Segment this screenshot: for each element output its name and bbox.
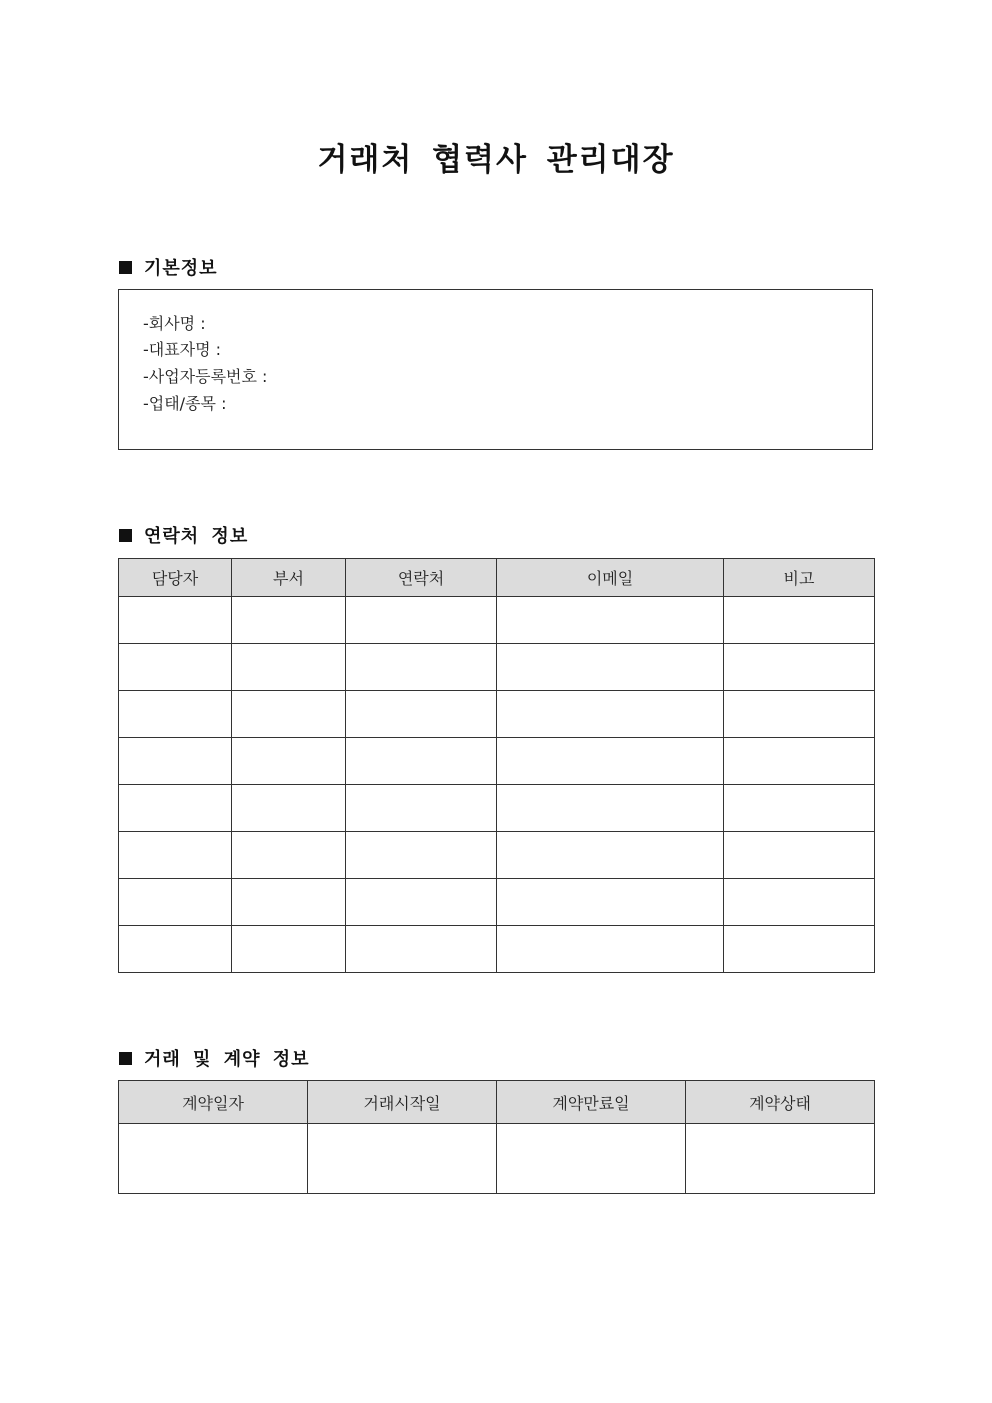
table-row bbox=[119, 597, 875, 644]
business-registration-number-field[interactable]: -사업자등록번호 : bbox=[143, 367, 268, 386]
table-cell[interactable] bbox=[232, 597, 346, 644]
table-cell[interactable] bbox=[724, 597, 875, 644]
section-heading-label: 기본정보 bbox=[144, 258, 218, 279]
section-heading-contract-info bbox=[119, 1045, 310, 1071]
table-cell[interactable] bbox=[346, 738, 497, 785]
column-header-email: 이메일 bbox=[497, 559, 724, 597]
table-cell[interactable] bbox=[346, 926, 497, 973]
table-row bbox=[119, 832, 875, 879]
table-header-row bbox=[119, 559, 875, 597]
table-row bbox=[119, 738, 875, 785]
table-cell[interactable] bbox=[724, 785, 875, 832]
column-header-remarks: 비고 bbox=[724, 559, 875, 597]
section-heading-label: 연락처 정보 bbox=[144, 526, 249, 547]
table-cell[interactable] bbox=[724, 738, 875, 785]
table-cell[interactable] bbox=[346, 832, 497, 879]
table-cell[interactable] bbox=[346, 879, 497, 926]
table-cell[interactable] bbox=[119, 691, 232, 738]
table-cell[interactable] bbox=[119, 832, 232, 879]
black-square-icon bbox=[119, 1052, 132, 1065]
table-cell[interactable] bbox=[497, 926, 724, 973]
table-cell[interactable] bbox=[724, 926, 875, 973]
business-type-field[interactable]: -업태/종목 : bbox=[143, 394, 227, 413]
table-cell[interactable] bbox=[346, 785, 497, 832]
table-cell[interactable] bbox=[497, 691, 724, 738]
table-cell[interactable] bbox=[724, 691, 875, 738]
column-header-contract-expiry-date: 계약만료일 bbox=[497, 1081, 686, 1124]
table-cell[interactable] bbox=[724, 879, 875, 926]
section-heading-label: 거래 및 계약 정보 bbox=[144, 1049, 310, 1070]
table-cell[interactable] bbox=[232, 879, 346, 926]
column-header-phone: 연락처 bbox=[346, 559, 497, 597]
table-row bbox=[119, 785, 875, 832]
table-cell[interactable] bbox=[232, 644, 346, 691]
table-cell[interactable] bbox=[686, 1124, 875, 1194]
table-cell[interactable] bbox=[346, 644, 497, 691]
table-cell[interactable] bbox=[119, 879, 232, 926]
table-cell[interactable] bbox=[346, 691, 497, 738]
black-square-icon bbox=[119, 529, 132, 542]
column-header-trade-start-date: 거래시작일 bbox=[308, 1081, 497, 1124]
column-header-manager: 담당자 bbox=[119, 559, 232, 597]
table-cell[interactable] bbox=[497, 738, 724, 785]
table-cell[interactable] bbox=[119, 785, 232, 832]
document-title: 거래처 협력사 관리대장 bbox=[317, 142, 675, 178]
table-row bbox=[119, 691, 875, 738]
table-cell[interactable] bbox=[119, 597, 232, 644]
contract-table bbox=[118, 1080, 875, 1194]
table-cell[interactable] bbox=[232, 832, 346, 879]
table-cell[interactable] bbox=[497, 785, 724, 832]
table-cell[interactable] bbox=[497, 832, 724, 879]
table-cell[interactable] bbox=[497, 879, 724, 926]
table-cell[interactable] bbox=[497, 1124, 686, 1194]
ceo-name-field[interactable]: -대표자명 : bbox=[143, 340, 222, 359]
section-heading-basic-info bbox=[119, 254, 218, 280]
black-square-icon bbox=[119, 261, 132, 274]
table-cell[interactable] bbox=[232, 738, 346, 785]
contact-table bbox=[118, 558, 875, 973]
table-cell[interactable] bbox=[497, 644, 724, 691]
table-cell[interactable] bbox=[497, 597, 724, 644]
table-cell[interactable] bbox=[308, 1124, 497, 1194]
section-heading-contact-info bbox=[119, 522, 248, 548]
table-row bbox=[119, 879, 875, 926]
table-header-row bbox=[119, 1081, 875, 1124]
column-header-contract-date: 계약일자 bbox=[119, 1081, 308, 1124]
table-cell[interactable] bbox=[119, 738, 232, 785]
table-row bbox=[119, 926, 875, 973]
table-cell[interactable] bbox=[232, 691, 346, 738]
table-row bbox=[119, 644, 875, 691]
table-cell[interactable] bbox=[119, 926, 232, 973]
column-header-contract-status: 계약상태 bbox=[686, 1081, 875, 1124]
table-row bbox=[119, 1124, 875, 1194]
table-cell[interactable] bbox=[119, 644, 232, 691]
basic-info-box bbox=[118, 289, 873, 450]
table-cell[interactable] bbox=[232, 785, 346, 832]
company-name-field[interactable]: -회사명 : bbox=[143, 314, 206, 333]
table-cell[interactable] bbox=[119, 1124, 308, 1194]
table-cell[interactable] bbox=[232, 926, 346, 973]
table-cell[interactable] bbox=[724, 644, 875, 691]
table-cell[interactable] bbox=[724, 832, 875, 879]
column-header-department: 부서 bbox=[232, 559, 346, 597]
table-cell[interactable] bbox=[346, 597, 497, 644]
